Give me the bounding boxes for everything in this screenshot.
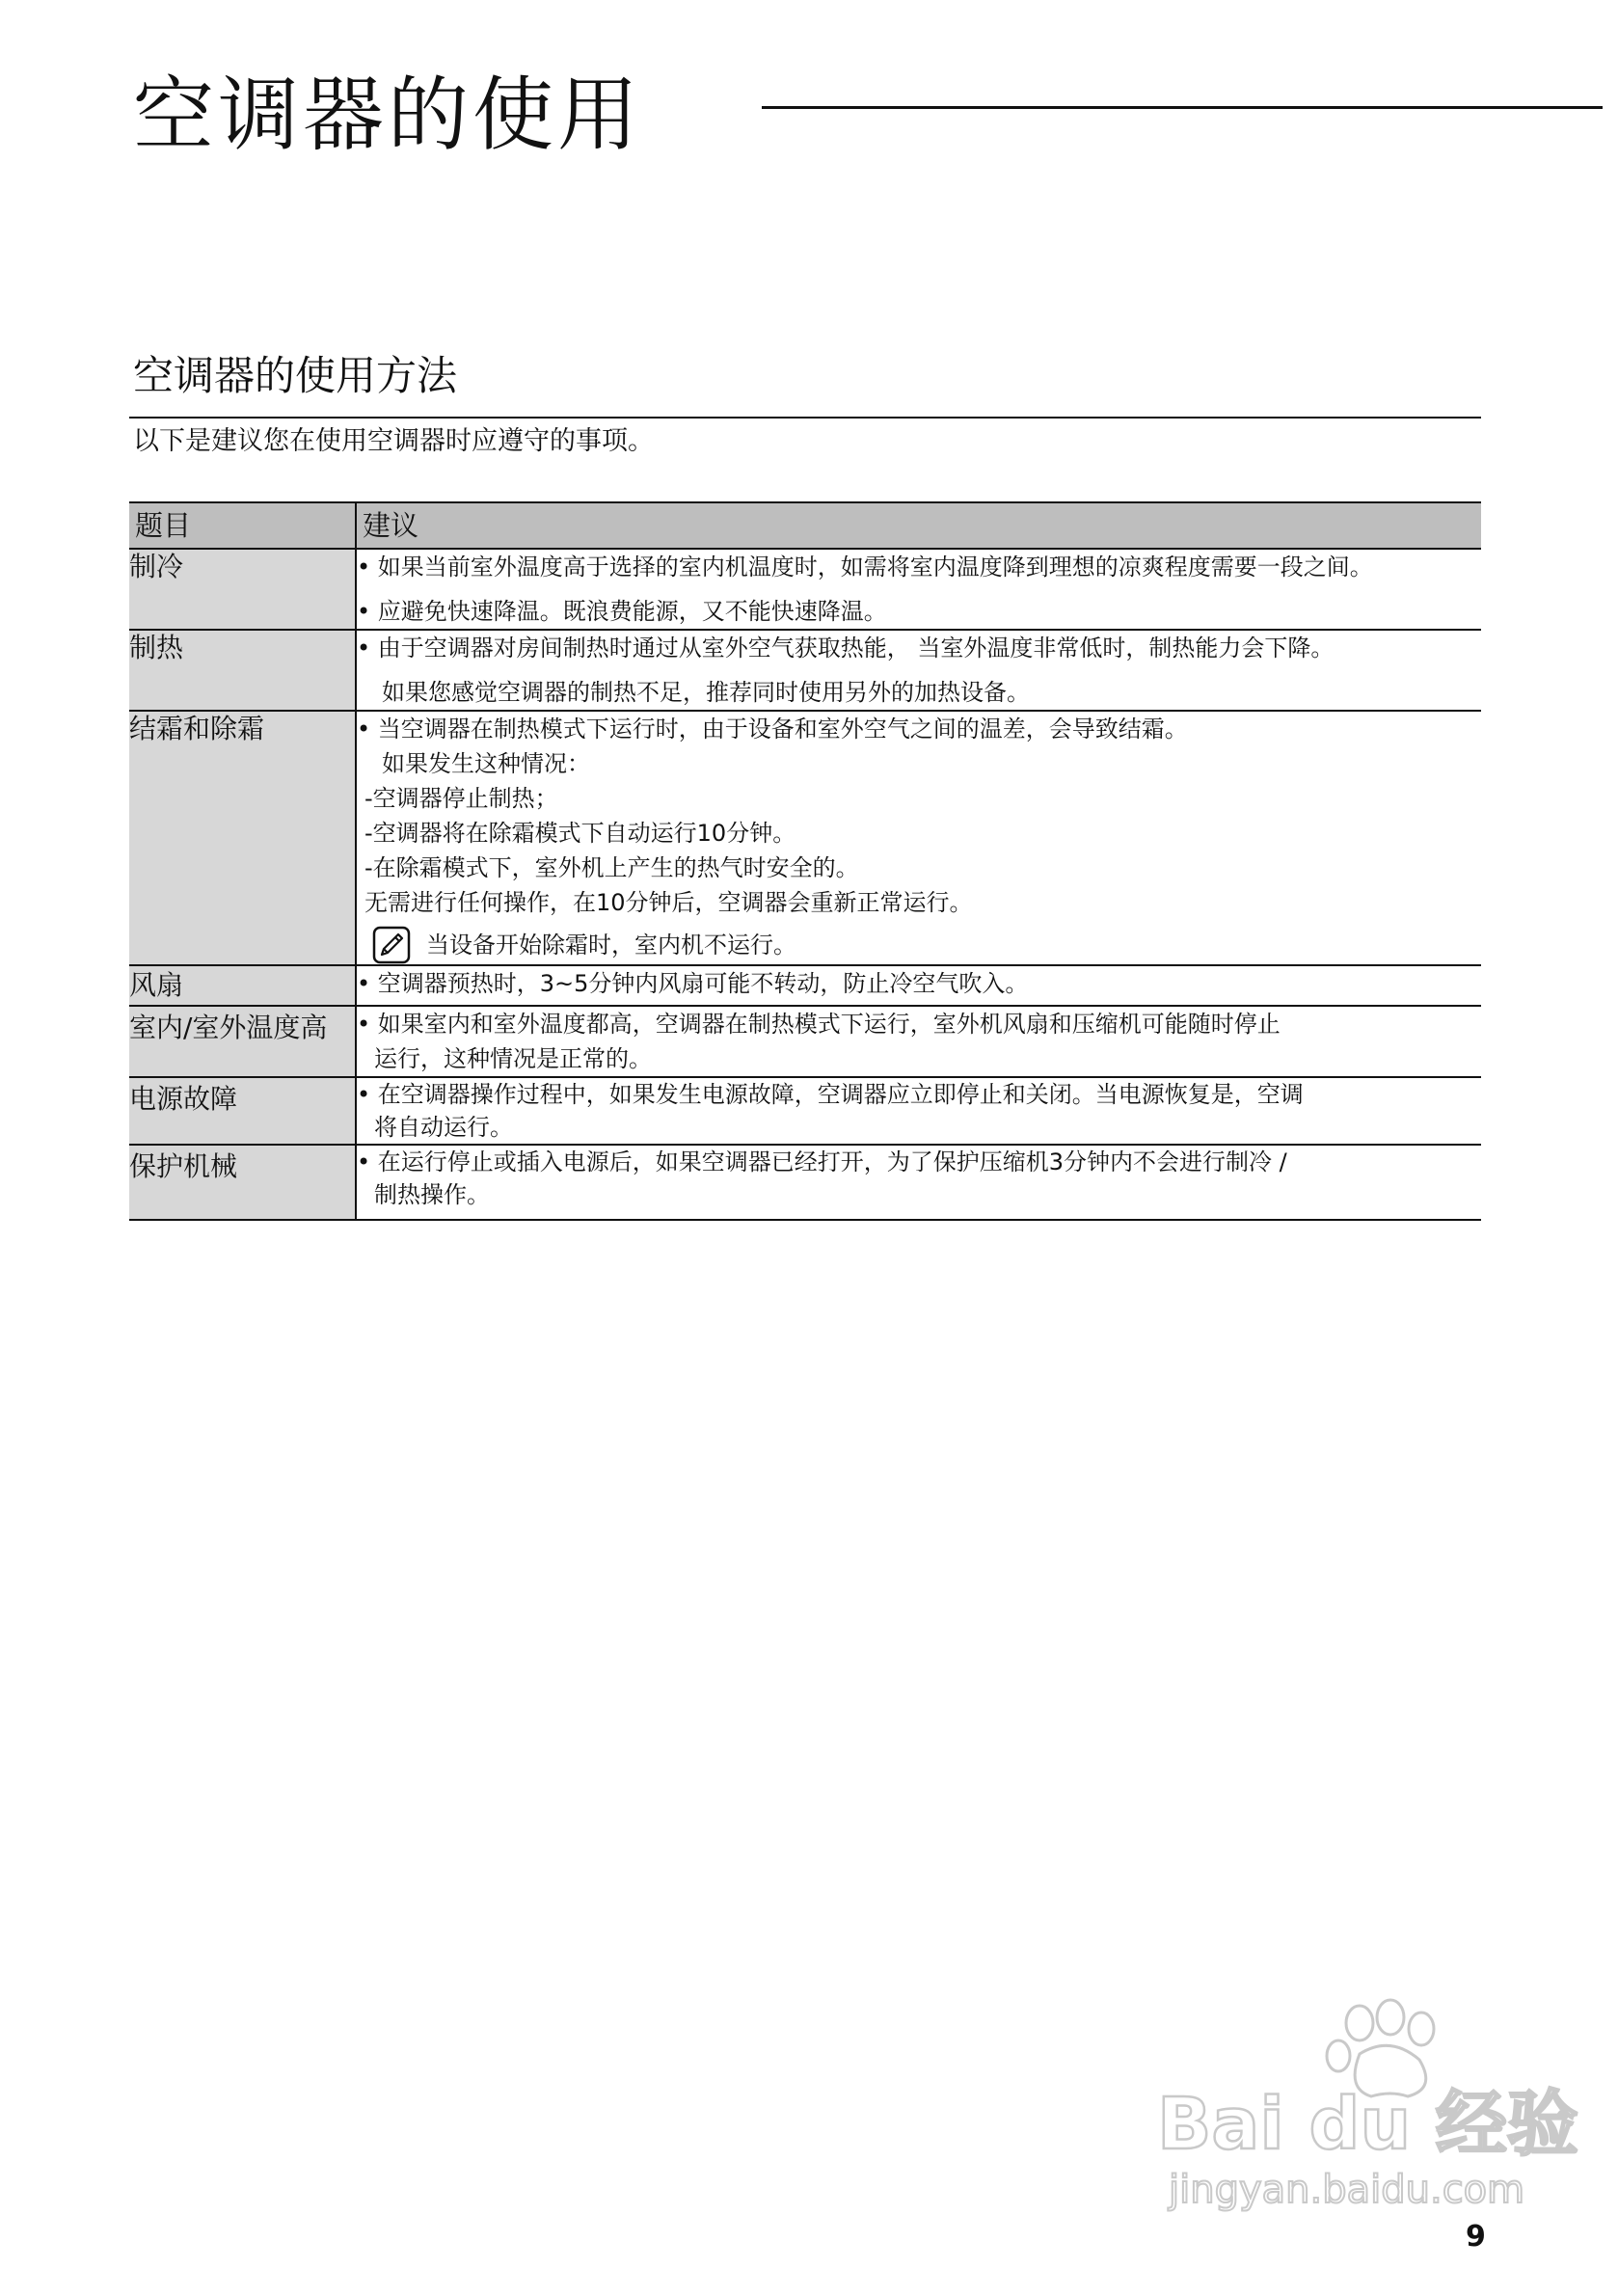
watermark-url: jingyan.baidu.com: [1169, 2168, 1525, 2212]
advice-line: 制热操作。: [374, 1181, 490, 1208]
note-text: 当设备开始除霜时，室内机不运行。: [426, 932, 796, 959]
title-rule: [762, 106, 1603, 109]
row-content: [356, 630, 1481, 711]
intro-text: 以下是建议您在使用空调器时应遵守的事项。: [133, 426, 654, 456]
row-content: [356, 1077, 1481, 1145]
row-content: [356, 965, 1481, 1006]
advice-line: • 在空调器操作过程中，如果发生电源故障，空调器应立即停止和关闭。当电源恢复是，空调: [357, 1081, 1304, 1108]
note-row: [357, 926, 1481, 964]
header-advice: 建议: [356, 502, 1481, 549]
row-topic: 电源故障: [129, 1077, 356, 1145]
table-row: [129, 1077, 1481, 1145]
table-row: [129, 711, 1481, 965]
advice-table: [129, 501, 1481, 1221]
advice-line: 将自动运行。: [374, 1114, 513, 1141]
advice-line: • 当空调器在制热模式下运行时，由于设备和室外空气之间的温差，会导致结霜。: [357, 716, 1188, 743]
row-topic: 制热: [129, 630, 356, 711]
row-content: [356, 1145, 1481, 1220]
header-topic: 题目: [129, 502, 356, 549]
baidu-paw-logo: [1119, 1996, 1578, 2212]
advice-line: 运行，这种情况是正常的。: [374, 1045, 652, 1072]
row-topic: 室内/室外温度高: [129, 1006, 356, 1077]
advice-line: -在除霜模式下，室外机上产生的热气时安全的。: [364, 854, 859, 881]
advice-line: 无需进行任何操作，在10分钟后，空调器会重新正常运行。: [364, 889, 973, 916]
advice-line: -空调器将在除霜模式下自动运行10分钟。: [364, 820, 796, 847]
table-header-row: [129, 502, 1481, 549]
row-topic: 风扇: [129, 965, 356, 1006]
row-topic: 制冷: [129, 549, 356, 630]
advice-line: -空调器停止制热；: [364, 785, 558, 812]
row-topic: 结霜和除霜: [129, 711, 356, 965]
row-content: [356, 711, 1481, 965]
advice-line: • 由于空调器对房间制热时通过从室外空气获取热能， 当室外温度非常低时，制热能力会下降。: [357, 635, 1335, 662]
row-content: [356, 549, 1481, 630]
section-rule: [129, 417, 1481, 419]
advice-line: 如果发生这种情况：: [382, 750, 590, 777]
watermark-brand: Bai du 经验: [1157, 2083, 1578, 2166]
row-topic: 保护机械: [129, 1145, 356, 1220]
table-row: [129, 965, 1481, 1006]
page-title: 空调器的使用: [133, 68, 643, 162]
row-content: [356, 1006, 1481, 1077]
note-pencil-icon: [372, 926, 411, 964]
table-row: [129, 1145, 1481, 1220]
page-number: 9: [1466, 2220, 1486, 2254]
advice-line: • 空调器预热时，3~5分钟内风扇可能不转动，防止冷空气吹入。: [357, 970, 1029, 997]
section-title: 空调器的使用方法: [133, 352, 458, 399]
advice-line: • 如果当前室外温度高于选择的室内机温度时，如需将室内温度降到理想的凉爽程度需要一段之间。: [357, 554, 1373, 581]
advice-line: • 如果室内和室外温度都高，空调器在制热模式下运行，室外机风扇和压缩机可能随时停止: [357, 1011, 1281, 1038]
table-row: [129, 549, 1481, 630]
table-row: [129, 630, 1481, 711]
advice-line: • 应避免快速降温。既浪费能源，又不能快速降温。: [357, 598, 887, 625]
advice-line: 如果您感觉空调器的制热不足，推荐同时使用另外的加热设备。: [382, 679, 1030, 706]
advice-line: • 在运行停止或插入电源后，如果空调器已经打开，为了保护压缩机3分钟内不会进行制冷 /: [357, 1148, 1287, 1175]
table-row: [129, 1006, 1481, 1077]
